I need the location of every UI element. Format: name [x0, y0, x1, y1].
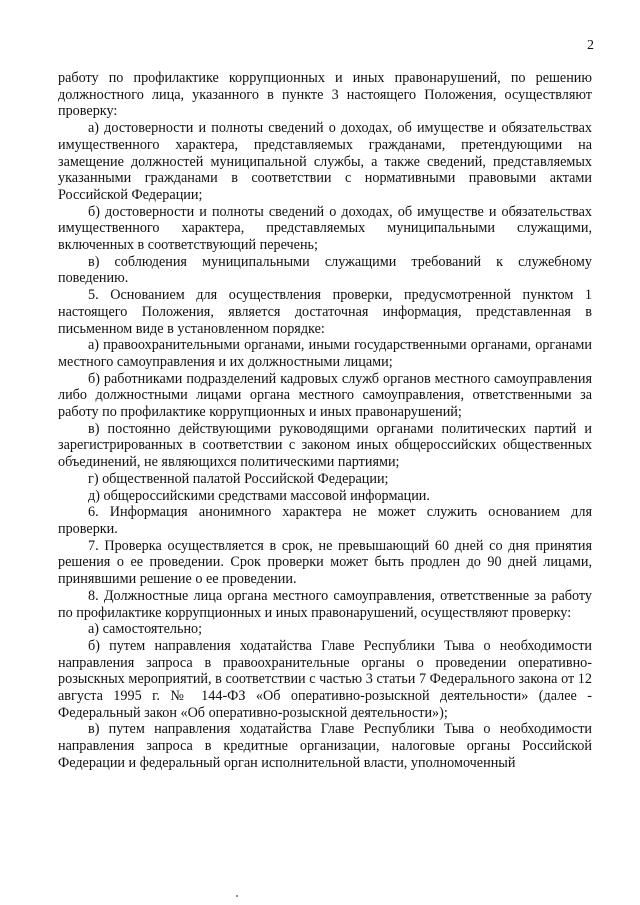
paragraph-section-5-item-g: г) общественной палатой Российской Федерации; [88, 470, 389, 487]
scan-speck [236, 895, 238, 897]
paragraph-continuation: работу по профилактике коррупционных и иных правонарушений, по решению должностного лица, указанного в пункте 3 настоящего Положения, осуществляют проверку: [58, 70, 592, 120]
paragraph-section-5-item-d: д) общероссийскими средствами массовой информации. [88, 487, 430, 504]
paragraph-section-8-item-b: б) путем направления ходатайства Главе Республики Тыва о необходимости направления запроса в правоохранительные органы о проведении оперативно-розыскных мероприятий, в соответствии с частью 3 статьи 7 Федерального закона от 12 августа 1995 г. № 144-ФЗ «Об оперативно-розыскной деятельности» (далее - Федеральный закон «Об оперативно-розыскной деятельности»); [58, 637, 592, 721]
paragraph-item-a-income-candidates: а) достоверности и полноты сведений о доходах, об имуществе и обязательствах имущественного характера, представляемых гражданами, претендующими на замещение должностей муниципальной службы, а также сведений, представляемых указанными гражданами в соответствии с нормативными правовыми актами Российской Федерации; [58, 120, 592, 203]
paragraph-section-8-item-a: а) самостоятельно; [88, 621, 203, 638]
paragraph-section-5-item-v: в) постоянно действующими руководящими органами политических партий и зарегистрированных в соответствии с законом иных общероссийских общественных объединений, не являющихся политическими партиями; [58, 420, 592, 471]
paragraph-section-5: 5. Основанием для осуществления проверки, предусмотренной пунктом 1 настоящего Положения, является достаточная информация, представленная в письменном виде в установленном порядке: [58, 287, 592, 337]
paragraph-section-8: 8. Должностные лица органа местного самоуправления, ответственные за работу по профилактике коррупционных и иных правонарушений, осуществляют проверку: [58, 587, 592, 621]
document-body [58, 70, 592, 772]
paragraph-item-b-income-employees: б) достоверности и полноты сведений о доходах, об имуществе и обязательствах имущественного характера, представляемых муниципальными служащими, включенных в соответствующий перечень; [58, 203, 592, 254]
paragraph-section-5-item-b: б) работниками подразделений кадровых служб органов местного самоуправления либо должностными лицами органа местного самоуправления, ответственными за работу по профилактике коррупционных и иных правонарушений; [58, 370, 592, 421]
page-number: 2 [587, 38, 594, 53]
paragraph-section-6: 6. Информация анонимного характера не может служить основанием для проверки. [58, 504, 592, 537]
paragraph-section-5-item-a: а) правоохранительными органами, иными государственными органами, органами местного самоуправления и их должностными лицами; [58, 337, 592, 370]
paragraph-section-8-item-v: в) путем направления ходатайства Главе Республики Тыва о необходимости направления запроса в кредитные организации, налоговые органы Российской Федерации и федеральный орган исполнительной власти, уполномоченный [58, 721, 592, 771]
paragraph-item-v-conduct: в) соблюдения муниципальными служащими требований к служебному поведению. [58, 253, 592, 287]
paragraph-section-7: 7. Проверка осуществляется в срок, не превышающий 60 дней со дня принятия решения о ее проведении. Срок проверки может быть продлен до 90 дней лицами, принявшими решение о ее проведении. [58, 537, 592, 588]
